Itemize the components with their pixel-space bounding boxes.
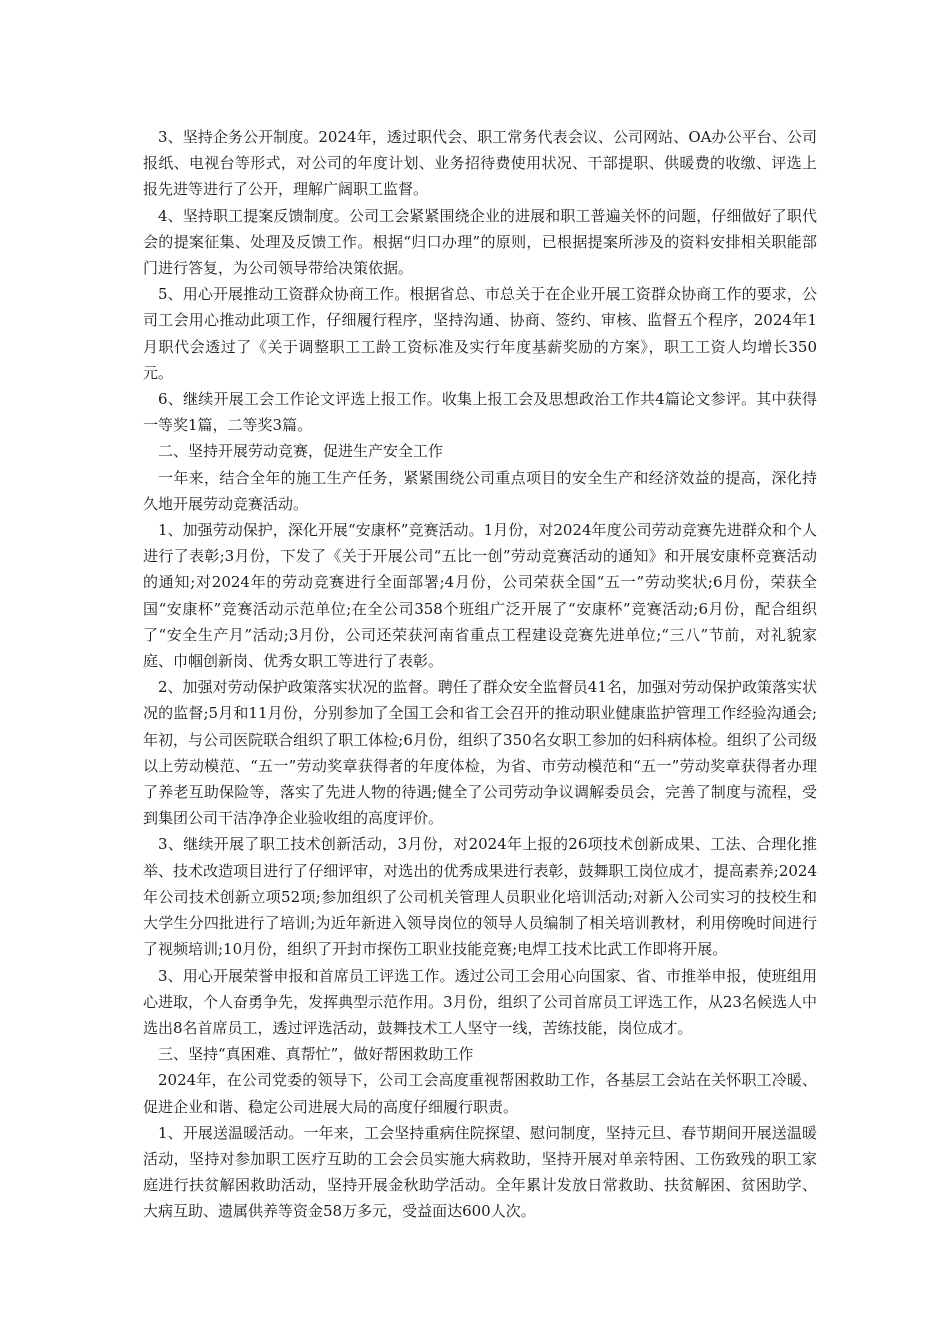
paragraph-wage-negotiation: 5、用心开展推动工资群众协商工作。根据省总、市总关于在企业开展工资群众协商工作的要求，公司工会用心推动此项工作，仔细履行程序，坚持沟通、协商、签约、审核、监督五个程序，2024年1月职代会透过了《关于调整职工工龄工资标准及实行年度基薪奖励的方案》，职工工资人均增长350元。: [143, 285, 817, 382]
paragraph-policy-supervision: 2、加强对劳动保护政策落实状况的监督。聘任了群众安全监督员41名，加强对劳动保护政策落实状况的监督;5月和11月份，分别参加了全国工会和省工会召开的推动职业健康监护管理工作经验沟通会;年初，与公司医院联合组织了职工体检;6月份，组织了350名女职工参加的妇科病体检。组织了公司级以上劳动模范、“五一”劳动奖章获得者的年度体检，为省、市劳动模范和“五一”劳动奖章获得者办理了养老互助保险等，落实了先进人物的待遇;健全了公司劳动争议调解委员会，完善了制度与流程，受到集团公司干洁净净企业验收组的高度评价。: [143, 678, 817, 828]
section-heading-assistance: 三、坚持“真困难、真帮忙”，做好帮困救助工作: [158, 1045, 474, 1064]
paragraph-tech-innovation: 3、继续开展了职工技术创新活动，3月份，对2024年上报的26项技术创新成果、工法、合理化推举、技术改造项目进行了仔细评审，对选出的优秀成果进行表彰，鼓舞职工岗位成才，提高素养;2024年公司技术创新立项52项;参加组织了公司机关管理人员职业化培训活动;对新入公司实习的技校生和大学生分四批进行了培训;为近年新进入领导岗位的领导人员编制了相关培训教材，利用傍晚时间进行了视频培训;10月份，组织了开封市探伤工职业技能竞赛;电焊工技术比武工作即将开展。: [143, 835, 817, 959]
paragraph-honor-declaration: 3、用心开展荣誉申报和首席员工评选工作。透过公司工会用心向国家、省、市推举申报，使班组用心进取，个人奋勇争先，发挥典型示范作用。3月份，组织了公司首席员工评选工作，从23名候选人中选出8名首席员工，透过评选活动，鼓舞技术工人坚守一线，苦练技能，岗位成才。: [143, 966, 817, 1037]
paragraph-competition-intro: 一年来，结合全年的施工生产任务，紧紧围绕公司重点项目的安全生产和经济效益的提高，深化持久地开展劳动竞赛活动。: [143, 468, 817, 513]
paragraph-labor-protection: 1、加强劳动保护，深化开展“安康杯”竞赛活动。1月份，对2024年度公司劳动竞赛先进群众和个人进行了表彰;3月份，下发了《关于开展公司“五比一创”劳动竞赛活动的通知》和开展安康杯竞赛活动的通知;对2024年的劳动竞赛进行全面部署;4月份，公司荣获全国“五一”劳动奖状;6月份，荣获全国“安康杯”竞赛活动示范单位;在全公司358个班组广泛开展了“安康杯”竞赛活动;6月份，配合组织了“安全生产月”活动;3月份，公司还荣获河南省重点工程建设竞赛先进单位;“三八”节前，对礼貌家庭、巾帼创新岗、优秀女职工等进行了表彰。: [143, 521, 817, 671]
paragraph-warmth-activities: 1、开展送温暖活动。一年来，工会坚持重病住院探望、慰问制度，坚持元旦、春节期间开展送温暖活动，坚持对参加职工医疗互助的工会会员实施大病救助，坚持开展对单亲特困、工伤致残的职工家庭进行扶贫解困救助活动，坚持开展金秋助学活动。全年累计发放日常救助、扶贫解困、贫困助学、大病互助、遗属供养等资金58万多元，受益面达600人次。: [143, 1123, 817, 1221]
paragraph-proposal-feedback: 4、坚持职工提案反馈制度。公司工会紧紧围绕企业的进展和职工普遍关怀的问题，仔细做好了职代会的提案征集、处理及反馈工作。根据“归口办理”的原则，已根据提案所涉及的资料安排相关职能部门进行答复，为公司领导带给决策依据。: [143, 206, 817, 278]
paragraph-assistance-intro: 2024年，在公司党委的领导下，公司工会高度重视帮困救助工作，各基层工会站在关怀职工冷暖、促进企业和谐、稳定公司进展大局的高度仔细履行职责。: [143, 1071, 817, 1116]
paragraph-paper-selection: 6、继续开展工会工作论文评选上报工作。收集上报工会及思想政治工作共4篇论文参评。其中获得一等奖1篇，二等奖3篇。: [143, 390, 817, 435]
section-heading-labor-competition: 二、坚持开展劳动竞赛，促进生产安全工作: [158, 442, 444, 461]
paragraph-corporate-disclosure: 3、坚持企务公开制度。2024年，透过职代会、职工常务代表会议、公司网站、OA办公平台、公司报纸、电视台等形式，对公司的年度计划、业务招待费使用状况、干部提职、供暖费的收缴、评选上报先进等进行了公开，理解广阔职工监督。: [143, 128, 817, 199]
